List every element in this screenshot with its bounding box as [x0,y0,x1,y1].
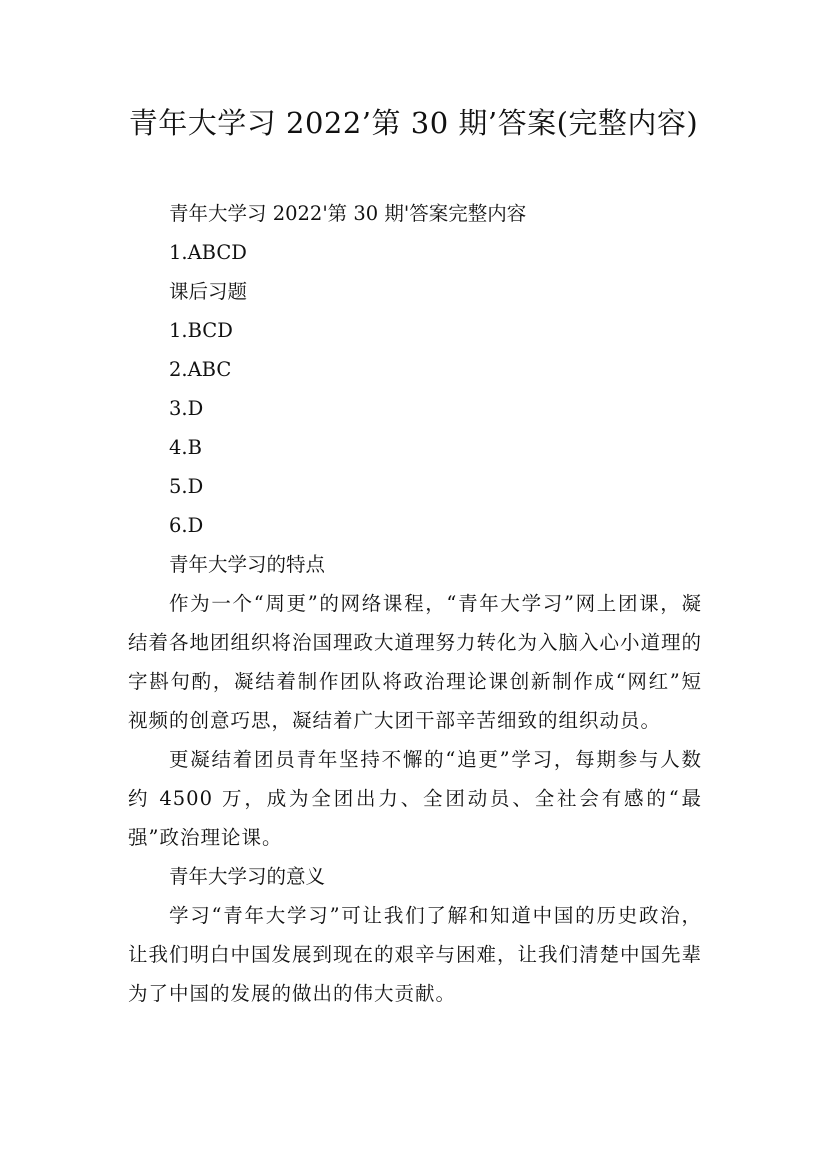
section-heading-features: 青年大学习的特点 [169,553,326,576]
answer-line: 1.ABCD [169,241,247,264]
answer-line: 2.ABC [169,358,232,381]
document-body [128,194,702,1013]
document-title: 青年大学习 2022’第 30 期’答案(完整内容) [128,106,699,140]
answer-line: 3.D [169,397,204,420]
section-heading-exercises: 课后习题 [169,280,248,303]
paragraph-significance: 学习“青年大学习”可让我们了解和知道中国的历史政治，让我们明白中国发展到现在的艰辛与困难，让我们清楚中国先辈为了中国的发展的做出的伟大贡献。 [128,904,703,1005]
answer-line: 5.D [169,475,204,498]
subtitle-line: 青年大学习 2022'第 30 期'答案完整内容 [169,202,527,225]
paragraph-participation: 更凝结着团员青年坚持不懈的“追更”学习，每期参与人数约 4500 万，成为全团出力、全团动员、全社会有感的“最强”政治理论课。 [128,748,702,849]
answer-line: 6.D [169,514,204,537]
paragraph-features: 作为一个“周更”的网络课程，“青年大学习”网上团课，凝结着各地团组织将治国理政大道理努力转化为入脑入心小道理的字斟句酌，凝结着制作团队将政治理论课创新制作成“网红”短视频的创意巧思，凝结着广大团干部辛苦细致的组织动员。 [128,592,703,732]
answer-line: 1.BCD [169,319,233,342]
section-heading-significance: 青年大学习的意义 [169,865,326,888]
answer-line: 4.B [169,436,202,459]
